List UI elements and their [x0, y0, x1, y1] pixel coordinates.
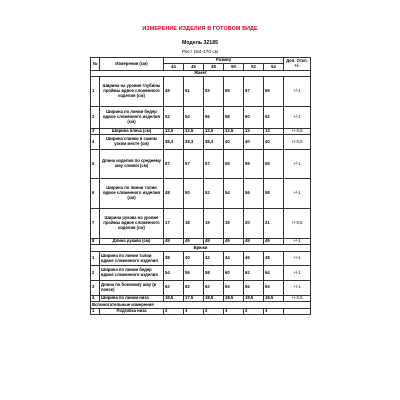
- size-value: 3: [224, 308, 244, 315]
- measurement-name: Ширина по линии бедер вдвое сложенного изделия: [100, 266, 164, 281]
- row-number: 1: [91, 251, 100, 266]
- size-value: 49: [164, 238, 184, 245]
- size-value: 94: [264, 280, 284, 295]
- measurement-name: Ширина рукава на уровне проймы вдвое сложенного изделия (см): [100, 209, 164, 239]
- size-value: 40: [224, 135, 244, 150]
- row-number: 2: [91, 266, 100, 281]
- size-value: 59: [264, 77, 284, 107]
- measurement-name: Длина по боковому шву (в поясе): [100, 280, 164, 295]
- table-row: [91, 135, 311, 150]
- size-value: 18: [184, 209, 204, 239]
- section-row: [91, 302, 311, 309]
- size-value: 48: [264, 251, 284, 266]
- size-value: 20: [244, 209, 264, 239]
- size-value: 18,5: [204, 295, 224, 302]
- size-value: 57: [184, 149, 204, 179]
- row-number: 5: [91, 149, 100, 179]
- tolerance-value: +\-1: [284, 266, 311, 281]
- row-number: 1: [91, 308, 100, 315]
- size-value: 19,5: [244, 295, 264, 302]
- size-value: 49: [184, 238, 204, 245]
- size-value: 3: [244, 308, 264, 315]
- size-value: 52: [204, 179, 224, 209]
- size-value: 49: [264, 238, 284, 245]
- size-value: 57: [204, 149, 224, 179]
- tolerance-value: +/-0,5: [284, 128, 311, 135]
- size-value: 46: [244, 251, 264, 266]
- table-row: [91, 209, 311, 239]
- size-value: 56: [184, 266, 204, 281]
- header-no: №: [91, 58, 100, 71]
- size-value: 19: [224, 209, 244, 239]
- size-value: 55: [224, 77, 244, 107]
- section-title: Брюки: [91, 245, 311, 252]
- tolerance-value: [284, 308, 311, 315]
- tolerance-value: +\-1: [284, 251, 311, 266]
- size-value: 21: [264, 209, 284, 239]
- row-number: 1: [91, 77, 100, 107]
- size-value: 17: [164, 209, 184, 239]
- table-row: [91, 308, 311, 315]
- row-number: 6: [91, 179, 100, 209]
- size-value: 12,5: [224, 128, 244, 135]
- size-header: 52: [244, 64, 264, 70]
- table-row: [91, 149, 311, 179]
- size-value: 40: [264, 135, 284, 150]
- row-number: 3: [91, 128, 100, 135]
- tolerance-value: +/-1: [284, 179, 311, 209]
- size-value: 19: [204, 209, 224, 239]
- size-value: 92: [184, 280, 204, 295]
- size-value: 94: [244, 280, 264, 295]
- section-title: Вспомогательные измерения: [91, 302, 311, 309]
- size-value: 12,5: [204, 128, 224, 135]
- measurement-name: Ширина по линии низа: [100, 295, 164, 302]
- table-row: [91, 77, 311, 107]
- table-row: [91, 280, 311, 295]
- table-row: [91, 266, 311, 281]
- size-value: 40: [244, 135, 264, 150]
- tolerance-value: +/-0,5: [284, 135, 311, 150]
- size-value: 54: [224, 179, 244, 209]
- document-title: ИЗМЕРЕНИЕ ИЗДЕЛИЯ В ГОТОВОМ ВИДЕ: [142, 26, 258, 32]
- measurement-name: Подгибка низа: [100, 308, 164, 315]
- tolerance-value: +/-0,5: [284, 209, 311, 239]
- tolerance-value: +/-1: [284, 77, 311, 107]
- header-tolerance: Доп. Откл. +/-: [284, 58, 311, 71]
- size-value: 19,5: [264, 295, 284, 302]
- size-value: 51: [184, 77, 204, 107]
- size-header: 50: [224, 64, 244, 70]
- size-value: 62: [244, 266, 264, 281]
- size-value: 57: [244, 77, 264, 107]
- size-value: 42: [204, 251, 224, 266]
- size-value: 3: [264, 308, 284, 315]
- tolerance-value: +\-0,5: [284, 295, 311, 302]
- size-value: 59: [264, 149, 284, 179]
- size-value: 38: [164, 251, 184, 266]
- size-value: 94: [224, 280, 244, 295]
- row-number: 7: [91, 209, 100, 239]
- table-row: [91, 107, 311, 129]
- size-header: 54: [264, 64, 284, 70]
- tolerance-value: +\-1: [284, 280, 311, 295]
- size-value: 38,3: [184, 135, 204, 150]
- size-value: 3: [204, 308, 224, 315]
- size-value: 53: [204, 77, 224, 107]
- size-value: 58: [224, 107, 244, 129]
- size-header: 48: [204, 64, 224, 70]
- size-value: 60: [224, 266, 244, 281]
- size-value: 44: [224, 251, 244, 266]
- row-number: 4: [91, 295, 100, 302]
- tolerance-value: +/-1: [284, 238, 311, 245]
- size-value: 48: [164, 179, 184, 209]
- row-number: 4: [91, 135, 100, 150]
- size-value: 49: [244, 238, 264, 245]
- model-number: Модель 32185: [182, 40, 218, 46]
- size-value: 13: [244, 128, 264, 135]
- size-value: 58: [264, 179, 284, 209]
- size-value: 59: [224, 149, 244, 179]
- size-value: 58: [204, 266, 224, 281]
- row-number: 2: [91, 107, 100, 129]
- measurement-table: [90, 57, 311, 315]
- size-header: 46: [184, 64, 204, 70]
- size-value: 92: [204, 280, 224, 295]
- size-value: 54: [164, 266, 184, 281]
- size-value: 40: [184, 251, 204, 266]
- measurement-name: Длина рукава (см): [100, 238, 164, 245]
- height-range: Рост 164-170 см: [181, 50, 219, 55]
- size-value: 62: [264, 107, 284, 129]
- measurement-name: Ширина на уровне глубины проймы вдвое сложенного изделия (см): [100, 77, 164, 107]
- size-value: 3: [184, 308, 204, 315]
- size-value: 59: [244, 149, 264, 179]
- size-value: 17,5: [184, 295, 204, 302]
- tolerance-value: +/-1: [284, 107, 311, 129]
- size-value: 52: [164, 107, 184, 129]
- size-value: 60: [244, 107, 264, 129]
- size-value: 57: [164, 149, 184, 179]
- size-value: 50: [184, 179, 204, 209]
- section-title: Жакет: [91, 70, 311, 77]
- size-value: 56: [244, 179, 264, 209]
- measurement-name: Ширина по линии талии вдвое сложенного изделия: [100, 251, 164, 266]
- size-value: 56: [204, 107, 224, 129]
- table-row: [91, 179, 311, 209]
- row-number: 3: [91, 280, 100, 295]
- size-value: 92: [164, 280, 184, 295]
- size-value: 64: [264, 266, 284, 281]
- tolerance-value: +/-1: [284, 149, 311, 179]
- size-value: 49: [164, 77, 184, 107]
- size-value: 12,5: [164, 128, 184, 135]
- size-value: 13: [264, 128, 284, 135]
- size-value: 16,5: [164, 295, 184, 302]
- header-size: Размер: [164, 58, 284, 64]
- size-value: 49: [204, 238, 224, 245]
- measurement-name: Ширина плеча (см): [100, 128, 164, 135]
- table-row: [91, 251, 311, 266]
- table-row: [91, 238, 311, 245]
- size-value: 38,3: [164, 135, 184, 150]
- header-measure: Измерения (см): [100, 58, 164, 71]
- section-row: [91, 70, 311, 77]
- size-value: 18,5: [224, 295, 244, 302]
- size-value: 38,3: [204, 135, 224, 150]
- size-value: 54: [184, 107, 204, 129]
- size-header: 44: [164, 64, 184, 70]
- measurement-name: Длина изделия по среднему шву спинки (см): [100, 149, 164, 179]
- section-row: [91, 245, 311, 252]
- table-row: [91, 128, 311, 135]
- table-row: [91, 295, 311, 302]
- measurement-name: Ширина по линии талии вдвое сложенного изделия (см): [100, 179, 164, 209]
- size-value: 49: [224, 238, 244, 245]
- size-value: 12,5: [184, 128, 204, 135]
- row-number: 8: [91, 238, 100, 245]
- measurement-name: Ширина по линии бедер вдвое сложенного изделия (см): [100, 107, 164, 129]
- size-value: 3: [164, 308, 184, 315]
- measurement-name: Ширина спинки в самом узком месте (см): [100, 135, 164, 150]
